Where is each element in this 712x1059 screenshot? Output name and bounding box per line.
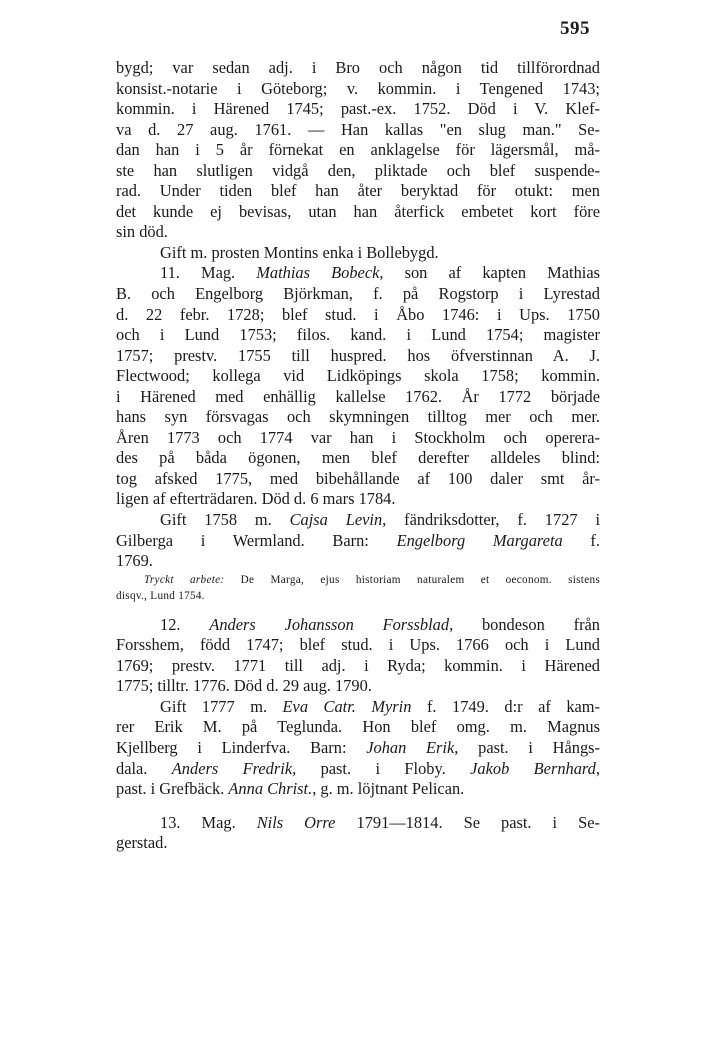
children-line	[116, 738, 600, 759]
entry-text: f.	[562, 530, 600, 550]
entry-13-heading	[116, 813, 600, 834]
entry-text: 1791—1814. Se past. i Se-	[335, 812, 600, 832]
person-name: Jakob Bernhard	[470, 758, 596, 778]
entry-number: 11. Mag.	[160, 263, 257, 283]
text-line: 1769; prestv. 1771 till adj. i Ryda; kommin. i Härened	[116, 655, 600, 675]
text-line: konsist.-notarie i Göteborg; v. kommin. i Tengened 1743;	[116, 78, 600, 98]
children-line	[116, 779, 600, 800]
printed-work-line: disqv., Lund 1754.	[116, 590, 205, 603]
text-line: 1757; prestv. 1755 till huspred. hos öfverstinnan A. J.	[116, 345, 600, 365]
entry-text: , g. m. löjtnant Pelican.	[312, 779, 465, 799]
entry-text: Gift 1777 m.	[160, 696, 283, 716]
text-line: Gift m. prosten Montins enka i Bollebygd.	[160, 242, 439, 262]
person-name: Anders Fredrik	[171, 758, 293, 778]
children-line	[116, 759, 600, 780]
text-line: rad. Under tiden blef han åter beryktad för otukt: men	[116, 181, 600, 201]
entry-text: Gilberga i Wermland. Barn:	[116, 530, 397, 550]
children-line	[116, 531, 600, 552]
marriage-line	[116, 697, 600, 718]
text-line: d. 22 febr. 1728; blef stud. i Åbo 1746: i Ups. 1750	[116, 304, 600, 324]
person-name: Anna Christ.	[228, 779, 313, 799]
person-name: Engelborg Margareta	[396, 530, 563, 550]
entry-number: 13. Mag.	[160, 812, 257, 832]
printed-work-label: Tryckt arbete:	[144, 573, 225, 586]
entry-text: ,	[595, 758, 600, 778]
text-line: B. och Engelborg Björkman, f. på Rogstorp i Lyrestad	[116, 284, 600, 304]
text-line: Åren 1773 och 1774 var han i Stockholm och operera-	[116, 427, 600, 447]
person-name: Mathias Bobeck	[256, 263, 380, 283]
spacer	[116, 800, 600, 813]
marriage-line	[116, 510, 600, 531]
text-line: tog afsked 1775, med bibehållande af 100 daler smt år-	[116, 468, 600, 488]
text-line: gerstad.	[116, 833, 168, 853]
text-line: des på båda ögonen, men blef derefter alldeles blind:	[116, 448, 600, 468]
entry-text: dala.	[116, 758, 172, 778]
entry-text: Kjellberg i Linderfva. Barn:	[116, 737, 367, 757]
spacer	[116, 605, 600, 615]
text-line: det kunde ej bevisas, utan han återfick embetet kort före	[116, 201, 600, 221]
text-line: ste han slutligen vidgå den, pliktade och blef suspende-	[116, 160, 600, 180]
person-name: Eva Catr. Myrin	[282, 696, 412, 716]
text-line: va d. 27 aug. 1761. — Han kallas "en slug man." Se-	[116, 119, 600, 139]
text-line: sin död.	[116, 222, 168, 242]
text-line: Forsshem, född 1747; blef stud. i Ups. 1766 och i Lund	[116, 635, 600, 655]
text-line: Flectwood; kollega vid Lidköpings skola 1758; kommin.	[116, 366, 600, 386]
text-line: rer Erik M. på Teglunda. Hon blef omg. m. Magnus	[116, 717, 600, 737]
entry-text: f. 1749. d:r af kam-	[411, 696, 600, 716]
entry-text: , son af kapten Mathias	[379, 263, 600, 283]
body-text	[116, 58, 600, 854]
text-line: dan han i 5 år förnekat en anklagelse för lägersmål, må-	[116, 140, 600, 160]
entry-text: Gift 1758 m.	[160, 510, 290, 530]
person-name: Cajsa Levin	[289, 510, 383, 530]
person-name: Nils Orre	[256, 812, 336, 832]
printed-work-line	[116, 572, 600, 589]
text-line: i Härened med enhällig kallelse 1762. År 1772 började	[116, 386, 600, 406]
text-line: kommin. i Härened 1745; past.-ex. 1752. Död i V. Klef-	[116, 99, 600, 119]
printed-work-title: De Marga, ejus historiam naturalem et oeconom. sistens	[224, 573, 600, 586]
entry-text: , past. i Hångs-	[454, 737, 600, 757]
person-name: Johan Erik	[366, 737, 455, 757]
entry-text: past. i Grefbäck.	[116, 779, 229, 799]
person-name: Anders Johansson Forssblad	[209, 614, 450, 634]
text-line: och i Lund 1753; filos. kand. i Lund 1754; magister	[116, 325, 600, 345]
entry-11-heading	[116, 263, 600, 284]
text-line: hans syn försvagas och skymningen tilltog mer och mer.	[116, 407, 600, 427]
entry-text: , fändriksdotter, f. 1727 i	[382, 510, 600, 530]
entry-text: , bondeson från	[449, 614, 600, 634]
text-line: 1775; tilltr. 1776. Död d. 29 aug. 1790.	[116, 676, 372, 696]
text-line: bygd; var sedan adj. i Bro och någon tid tillförordnad	[116, 58, 600, 77]
text-line: 1769.	[116, 551, 153, 571]
entry-number: 12.	[160, 614, 210, 634]
text-line: ligen af efterträdaren. Död d. 6 mars 1784.	[116, 489, 396, 509]
page-number: 595	[560, 18, 590, 39]
entry-12-heading	[116, 615, 600, 636]
entry-text: , past. i Floby.	[292, 758, 471, 778]
